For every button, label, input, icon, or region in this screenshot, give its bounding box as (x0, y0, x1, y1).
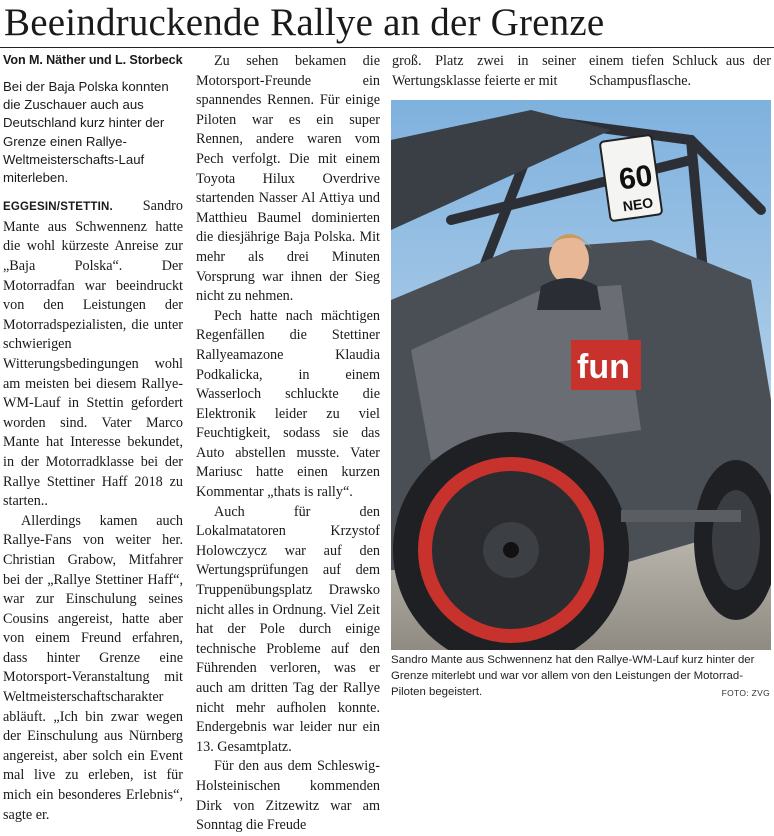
driver-face (549, 236, 589, 284)
race-number: 60 (616, 159, 655, 197)
paragraph: Zu sehen bekamen die Motorsport-Freunde ein spannendes Rennen. Für einige Piloten war es ein super Rennen, andere waren vom Pech verfolgt. Die mit einem Toyota Hilux Overdrive startenden Nasser Al Attiya und Matthieu Baumel dominierten die diesjährige Baja Polska. Mit mehr als drei Minuten Vorsprung war ihnen der Sieg nicht zu nehmen. (196, 53, 380, 305)
paragraph: Für den aus dem Schleswig-Holsteinischen kommenden Dirk von Zitzewitz war am Sonntag die Freude (196, 758, 380, 834)
rally-car-illustration (391, 100, 771, 650)
dateline: EGGESIN/STETTIN. (3, 201, 113, 214)
paragraph: Auch für den Lokalmatatoren Krzystof Holowczycz war auf den Wertungsprüfungen auf dem Truppenübungsplatz Drawsko nicht alles in Ordnung. Viel Zeit hat der Pole durch einige technische Probleme auf den Führenden verloren, was er auch am dritten Tag der Rallye nicht mehr aufholen konnte. Endergebnis war leider nur ein 13. Gesamtplatz. (196, 503, 380, 755)
paragraph: groß. Platz zwei in seiner Wertungsklasse feierte er mit (392, 53, 576, 89)
sponsor-text: fun (577, 348, 630, 386)
paragraph: Pech hatte nach mächtigen Regenfällen die Stettiner Rallyeamazone Klaudia Podkalicka, in einem Wasserloch schluckte die Elektronik leider zu viel Feuchtigkeit, sodass sie das Auto abstellen musste. Vater Mariusc hatte einen kurzen Kommentar „thats is rally“. (196, 307, 380, 501)
column-1 (3, 52, 183, 825)
lead-paragraph: Bei der Baja Polska konnten die Zuschauer auch aus Deutschland kurz hinter der Grenze einen Rallye-Weltmeisterschafts-Lauf miterleben. (3, 79, 169, 186)
paragraph: einem tiefen Schluck aus der Schampusflasche. (589, 53, 771, 89)
photo-caption: Sandro Mante aus Schwennenz hat den Rallye-WM-Lauf kurz hinter der Grenze miterlebt und war vor allem von den Leistungen der Motorrad-Piloten begeistert. (391, 654, 755, 698)
suspension-arm (621, 510, 741, 522)
headline-rule (0, 47, 774, 48)
rally-photo (391, 100, 771, 650)
photo-credit: FOTO: ZVG (721, 688, 770, 698)
plate-brand: NEO (621, 194, 655, 215)
paragraph: Allerdings kamen auch Rallye-Fans von weiter her. Christian Grabow, Mitfahrer bei der „Rallye Stettiner Haff“, war zur Einschulung seines Cousins angereist, hatte aber von einem Freund erfahren, dass hinter Grenze eine Motorsport-Veranstaltung mit Weltmeisterschaftscharakter abläuft. „Ich bin zwar wegen der Einschulung aus Nürnberg angereist, aber solch ein Event mal live zu erleben, ist für mich ein besonderes Erlebnis“, sagte er. (3, 512, 183, 823)
headline: Beeindruckende Rallye an der Grenze (4, 1, 605, 44)
column-2 (196, 52, 380, 836)
paragraph (3, 197, 183, 512)
byline: Von M. Näther und L. Storbeck (3, 53, 183, 67)
paragraph-text: Sandro Mante aus Schwennenz hatte die wohl kürzeste Anreise zur „Baja Polska“. Der Motorradfan war beeindruckt von den Leistungen der Motorradspezialisten, die unter schwierigen Witterungsbedingungen wohl am meisten bei diesem Rallye-WM-Lauf in Stettin gefordert worden sind. Vater Marco Mante hat Interesse bekundet, in der Motorradklasse bei der Rallye Stettiner Haff 2018 zu starten.. (3, 198, 183, 510)
column-4 (589, 52, 771, 91)
column-3 (392, 52, 576, 91)
